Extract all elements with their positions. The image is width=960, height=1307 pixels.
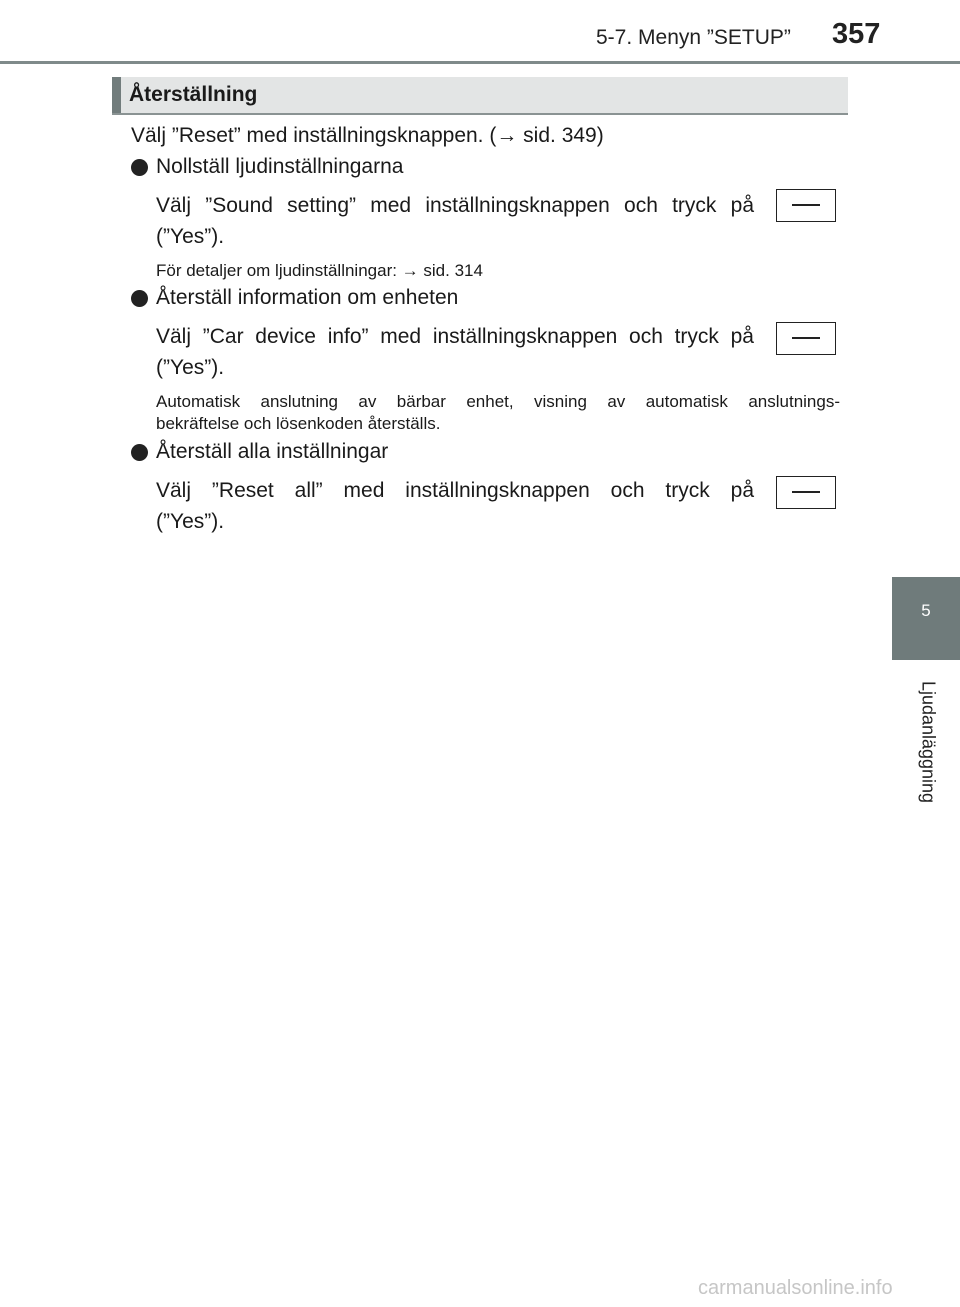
item-instruction-cont: (”Yes”). [156, 510, 225, 533]
item-instruction: Välj ”Sound setting” med inställningsknappen och tryck på [156, 194, 754, 217]
item-heading: Återställ alla inställningar [156, 440, 389, 463]
chapter-section-header: 5-7. Menyn ”SETUP” [596, 26, 791, 49]
page-number: 357 [832, 18, 881, 50]
item-instruction: Välj ”Reset all” med inställningsknappen och tryck på [156, 479, 754, 502]
dash-button-icon [776, 476, 836, 509]
item-note: Automatisk anslutning av bärbar enhet, visning av automatisk anslutnings- [156, 392, 840, 411]
dash-button-icon [776, 322, 836, 355]
chapter-tab [892, 577, 960, 660]
item-instruction-cont: (”Yes”). [156, 225, 225, 248]
bullet-icon [131, 444, 148, 461]
section-heading-bar [112, 77, 848, 115]
bullet-icon [131, 290, 148, 307]
chapter-tab-number: 5 [921, 601, 931, 620]
watermark: carmanualsonline.info [698, 1277, 893, 1299]
item-instruction-cont: (”Yes”). [156, 356, 225, 379]
item-note: För detaljer om ljudinställningar: → sid. 314 [156, 261, 483, 280]
dash-button-icon [776, 189, 836, 222]
item-heading: Återställ information om enheten [156, 286, 459, 309]
item-heading: Nollställ ljudinställningarna [156, 155, 404, 178]
item-instruction: Välj ”Car device info” med inställningsknappen och tryck på [156, 325, 754, 348]
item-note-cont: bekräftelse och lösenkoden återställs. [156, 414, 441, 433]
header-divider [0, 61, 960, 64]
intro-text: Välj ”Reset” med inställningsknappen. (→ sid. 349) [131, 124, 604, 147]
bullet-icon [131, 159, 148, 176]
chapter-tab-label: Ljudanläggning [918, 680, 939, 804]
section-title: Återställning [129, 83, 258, 106]
section-bar-accent [112, 77, 121, 113]
